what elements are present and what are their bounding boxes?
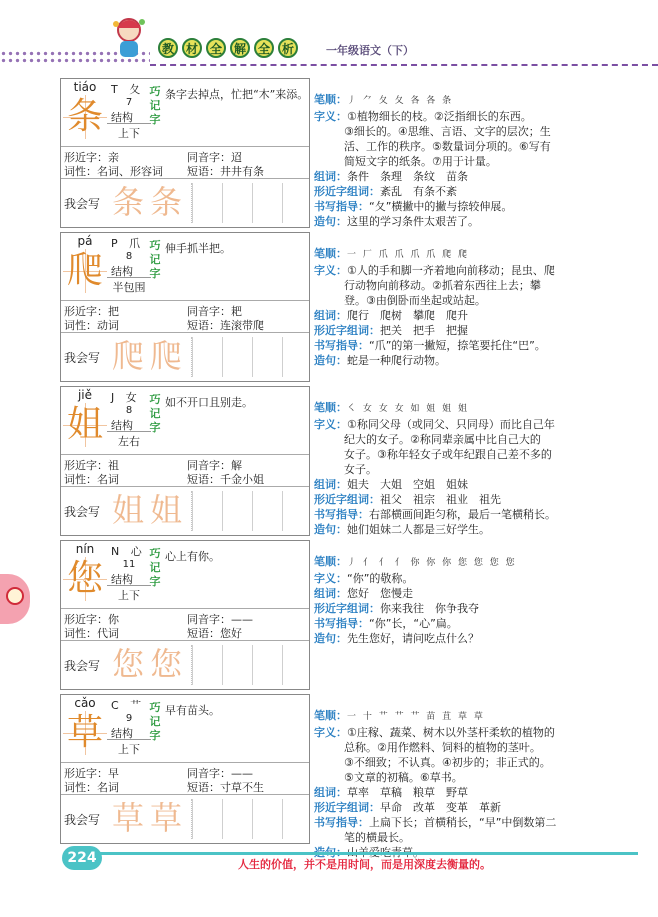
practice-chars [109,181,185,223]
structure-value: 左右 [107,431,151,449]
character-card [60,78,310,228]
detail-key: 造句： [314,523,347,536]
structure-label: 结构 [111,111,133,124]
practice-char: 姐 [111,491,144,529]
detail-key: 组词： [314,786,347,799]
practice-row [61,333,309,381]
radical: C 艹 [111,699,146,712]
detail-line [314,815,656,830]
card-top [61,387,309,455]
detail-key: 组词： [314,587,347,600]
practice-char: 您 [149,645,182,683]
stroke-count: 8 [125,251,133,262]
detail-key: 组词： [314,478,347,491]
stroke-order-text: 一 厂 爪 爪 爪 爪 爬 爬 [347,250,470,260]
detail-value: 登。③由倒卧而坐起或站起。 [344,294,486,307]
radical: T 夂 [111,83,145,96]
detail-line [314,278,656,293]
detail-value: “夂”横撇中的撇与捺较伸展。 [369,200,513,213]
detail-line [314,462,656,477]
character-card [60,232,310,382]
detail-line [314,199,656,214]
detail-line [314,308,656,323]
card-top [61,695,309,763]
main-character: 姐 [63,403,107,447]
pinyin: nín [75,542,95,556]
qiaoji-label: 巧记字 [149,239,161,280]
main-character: 条 [63,95,107,139]
detail-key: 字义： [314,572,347,585]
radical: J 女 [111,391,141,404]
card-top [61,541,309,609]
mascot-icon [108,14,150,64]
detail-key: 书写指导： [314,816,369,829]
pinyin: cǎo [74,696,96,710]
practice-char: 您 [111,645,144,683]
detail-key: 书写指导： [314,617,369,630]
similar-char: 形近字：亲 [64,151,119,164]
card-info-row [61,609,309,641]
structure-label: 结构 [111,265,133,278]
detail-key: 书写指导： [314,339,369,352]
radical: N 心 [111,545,146,558]
detail-value: 纪大的女子。②称同辈亲属中比自己大的 [344,433,541,446]
detail-value: 您好 您慢走 [347,587,413,600]
stroke-order-text: 丿 ⺈ 夂 夂 各 各 条 [347,96,454,106]
detail-line [314,214,656,229]
detail-key: 书写指导： [314,508,369,521]
detail-key: 形近字组词： [314,801,380,814]
detail-value: 条件 条理 条纹 苗条 [347,170,468,183]
practice-char: 条 [111,183,144,221]
practice-char: 草 [149,799,182,837]
main-character: 草 [63,711,107,755]
detail-value: ③细长的。④思维、言语、文字的层次；生 [344,125,551,138]
detail-line [314,154,656,169]
pinyin: tiáo [73,80,97,94]
title-char: 材 [182,38,202,58]
detail-key: 书写指导： [314,200,369,213]
mascot-face-icon [6,587,24,605]
detail-value: 这里的学习条件太艰苦了。 [347,215,479,228]
detail-line [314,293,656,308]
structure-value: 上下 [107,123,151,141]
detail-line [314,353,656,368]
character-card [60,694,310,844]
detail-value: “爪”的第一撇短，捺笔要托住“巴”。 [369,339,546,352]
book-title [158,38,298,58]
writing-grid [191,491,309,531]
mnemonic-text: 如不开口且别走。 [165,396,253,409]
homophone: 同音字：迢 [187,151,242,164]
detail-key: 组词： [314,309,347,322]
homophone: 同音字：—— [187,767,253,780]
phrase: 短语：寸草不生 [187,781,264,794]
detail-line [314,830,656,845]
detail-line [314,169,656,184]
practice-row [61,487,309,535]
detail-value: 简短文字的纸条。⑦用于计量。 [344,155,497,168]
detail-line [314,755,656,770]
detail-value: 把关 把手 把握 [380,324,468,337]
similar-char: 形近字：把 [64,305,119,318]
structure-value: 半包围 [107,277,151,295]
detail-line [314,447,656,462]
writing-grid [191,645,309,685]
detail-value: 你来我往 你争我夺 [380,602,479,615]
practice-chars [109,643,185,685]
detail-key: 形近字组词： [314,324,380,337]
stroke-count: 11 [122,559,136,570]
stroke-order-label: 笔顺： [314,93,347,106]
structure-label: 结构 [111,419,133,432]
detail-line [314,586,656,601]
title-char: 全 [254,38,274,58]
phrase: 短语：连滚带爬 [187,319,264,332]
detail-line [314,323,656,338]
similar-char: 形近字：你 [64,613,119,626]
practice-label: 我会写 [64,351,101,365]
phrase: 短语：井井有条 [187,165,264,178]
part-of-speech: 词性：动词 [64,319,119,332]
part-of-speech: 词性：名词、形容词 [64,165,163,178]
character-details [314,400,656,537]
card-info-row [61,763,309,795]
detail-key: 组词： [314,170,347,183]
structure-value: 上下 [107,739,151,757]
detail-key: 造句： [314,632,347,645]
detail-value: 她们姐妹二人都是三好学生。 [347,523,490,536]
detail-value: 紊乱 有条不紊 [380,185,457,198]
practice-chars [109,489,185,531]
detail-line [314,263,656,278]
mnemonic-text: 条字去掉点，忙把“木”来添。 [165,88,309,101]
structure-value: 上下 [107,585,151,603]
practice-char: 爬 [149,337,182,375]
detail-value: 早命 改革 变革 革新 [380,801,501,814]
qiaoji-label: 巧记字 [149,85,161,126]
homophone: 同音字：—— [187,613,253,626]
detail-line [314,184,656,199]
stroke-order-label: 笔顺： [314,401,347,414]
detail-value: 活、工作的秩序。⑤数量词分项的。⑥写有 [344,140,551,153]
stroke-order [314,400,656,417]
practice-char: 草 [111,799,144,837]
detail-line [314,139,656,154]
stroke-order-text: 丿 亻 亻 亻 你 你 你 您 您 您 您 [347,558,517,568]
stroke-order-text: ㇛ 女 女 女 如 姐 姐 姐 [347,404,470,414]
detail-value: 上扁下长；首横稍长，“早”中倒数第二 [369,816,557,829]
practice-label: 我会写 [64,505,101,519]
detail-line [314,417,656,432]
detail-line [314,432,656,447]
title-char: 析 [278,38,298,58]
detail-value: ①植物细长的枝。②泛指细长的东西。 [347,110,532,123]
detail-line [314,616,656,631]
homophone: 同音字：耙 [187,305,242,318]
detail-key: 造句： [314,215,347,228]
detail-value: ①称同父母（或同父、只同母）而比自己年 [347,418,555,431]
page-number: 224 [62,846,102,870]
practice-chars [109,797,185,839]
detail-line [314,492,656,507]
detail-line [314,477,656,492]
pinyin: jiě [77,388,93,402]
detail-line [314,522,656,537]
detail-line [314,109,656,124]
footer-quote: 人生的价值，并不是用时间，而是用深度去衡量的。 [238,858,491,871]
main-character: 您 [63,557,107,601]
stroke-count: 7 [125,97,133,108]
practice-label: 我会写 [64,813,101,827]
detail-line [314,338,656,353]
writing-grid [191,337,309,377]
character-details [314,246,656,368]
detail-key: 形近字组词： [314,185,380,198]
detail-value: 女子。 [344,463,377,476]
mnemonic-text: 早有苗头。 [165,704,220,717]
stroke-order-label: 笔顺： [314,247,347,260]
phrase: 短语：千金小姐 [187,473,264,486]
practice-char: 爬 [111,337,144,375]
detail-line [314,507,656,522]
detail-key: 形近字组词： [314,493,380,506]
stroke-order-label: 笔顺： [314,709,347,722]
detail-value: 姐夫 大姐 空姐 姐妹 [347,478,468,491]
qiaoji-label: 巧记字 [149,701,161,742]
detail-key: 字义： [314,110,347,123]
title-char: 全 [206,38,226,58]
practice-char: 姐 [149,491,182,529]
mnemonic-text: 心上有你。 [165,550,220,563]
detail-line [314,770,656,785]
part-of-speech: 词性：名词 [64,473,119,486]
detail-value: “你”的敬称。 [347,572,414,585]
detail-value: ①庄稼、蔬菜、树木以外茎杆柔软的植物的 [347,726,555,739]
detail-value: 祖父 祖宗 祖业 祖先 [380,493,501,506]
grade-subtitle: 一年级语文（下） [326,44,414,57]
stroke-order [314,246,656,263]
stroke-count: 8 [125,405,133,416]
structure-label: 结构 [111,727,133,740]
detail-line [314,725,656,740]
detail-line [314,571,656,586]
detail-key: 字义： [314,726,347,739]
stroke-order [314,708,656,725]
detail-line [314,785,656,800]
stroke-order [314,92,656,109]
character-card [60,540,310,690]
detail-value: 右部横画间距匀称，最后一笔横稍长。 [369,508,556,521]
detail-value: 爬行 爬树 攀爬 爬升 [347,309,468,322]
card-info-row [61,301,309,333]
homophone: 同音字：解 [187,459,242,472]
qiaoji-label: 巧记字 [149,547,161,588]
page-footer [0,846,658,872]
card-top [61,79,309,147]
mnemonic-text: 伸手抓半把。 [165,242,231,255]
detail-key: 造句： [314,354,347,367]
practice-row [61,179,309,227]
stroke-order-label: 笔顺： [314,555,347,568]
practice-char: 条 [149,183,182,221]
title-char: 教 [158,38,178,58]
detail-value: “你”长，“心”扁。 [369,617,458,630]
detail-line [314,124,656,139]
stroke-order [314,554,656,571]
detail-value: ③不细致；不认真。④初步的；非正式的。 [344,756,551,769]
card-info-row [61,147,309,179]
character-details [314,554,656,646]
structure-label: 结构 [111,573,133,586]
side-tab [0,574,30,624]
detail-key: 形近字组词： [314,602,380,615]
practice-label: 我会写 [64,197,101,211]
part-of-speech: 词性：名词 [64,781,119,794]
card-info-row [61,455,309,487]
stroke-count: 9 [125,713,133,724]
qiaoji-label: 巧记字 [149,393,161,434]
detail-value: 笔的横最长。 [344,831,410,844]
character-card [60,386,310,536]
detail-value: ⑤文章的初稿。⑥草书。 [344,771,463,784]
detail-value: 草率 草稿 粮草 野草 [347,786,468,799]
detail-value: 行动物向前移动。②抓着东西往上去；攀 [344,279,541,292]
footer-bar [98,852,638,855]
writing-grid [191,183,309,223]
detail-value: 总称。②用作燃料、饲料的植物的茎叶。 [344,741,541,754]
title-char: 解 [230,38,250,58]
detail-line [314,601,656,616]
practice-label: 我会写 [64,659,101,673]
detail-value: ①人的手和脚一齐着地向前移动；昆虫、爬 [347,264,555,277]
detail-line [314,800,656,815]
similar-char: 形近字：早 [64,767,119,780]
pinyin: pá [77,234,93,248]
phrase: 短语：您好 [187,627,242,640]
detail-key: 字义： [314,418,347,431]
main-character: 爬 [63,249,107,293]
detail-value: 蛇是一种爬行动物。 [347,354,446,367]
character-details [314,708,656,860]
stroke-order-text: 一 十 艹 艹 艹 苗 苴 草 草 [347,712,485,722]
radical: P 爪 [111,237,145,250]
page-header [0,0,658,72]
header-divider [150,64,658,66]
character-details [314,92,656,229]
part-of-speech: 词性：代词 [64,627,119,640]
practice-row [61,641,309,689]
detail-value: 先生您好，请问吃点什么？ [347,632,479,645]
practice-row [61,795,309,843]
writing-grid [191,799,309,839]
card-top [61,233,309,301]
detail-line [314,740,656,755]
detail-key: 字义： [314,264,347,277]
similar-char: 形近字：祖 [64,459,119,472]
detail-line [314,631,656,646]
practice-chars [109,335,185,377]
detail-value: 女子。③称年轻女子或年纪跟自己差不多的 [344,448,552,461]
